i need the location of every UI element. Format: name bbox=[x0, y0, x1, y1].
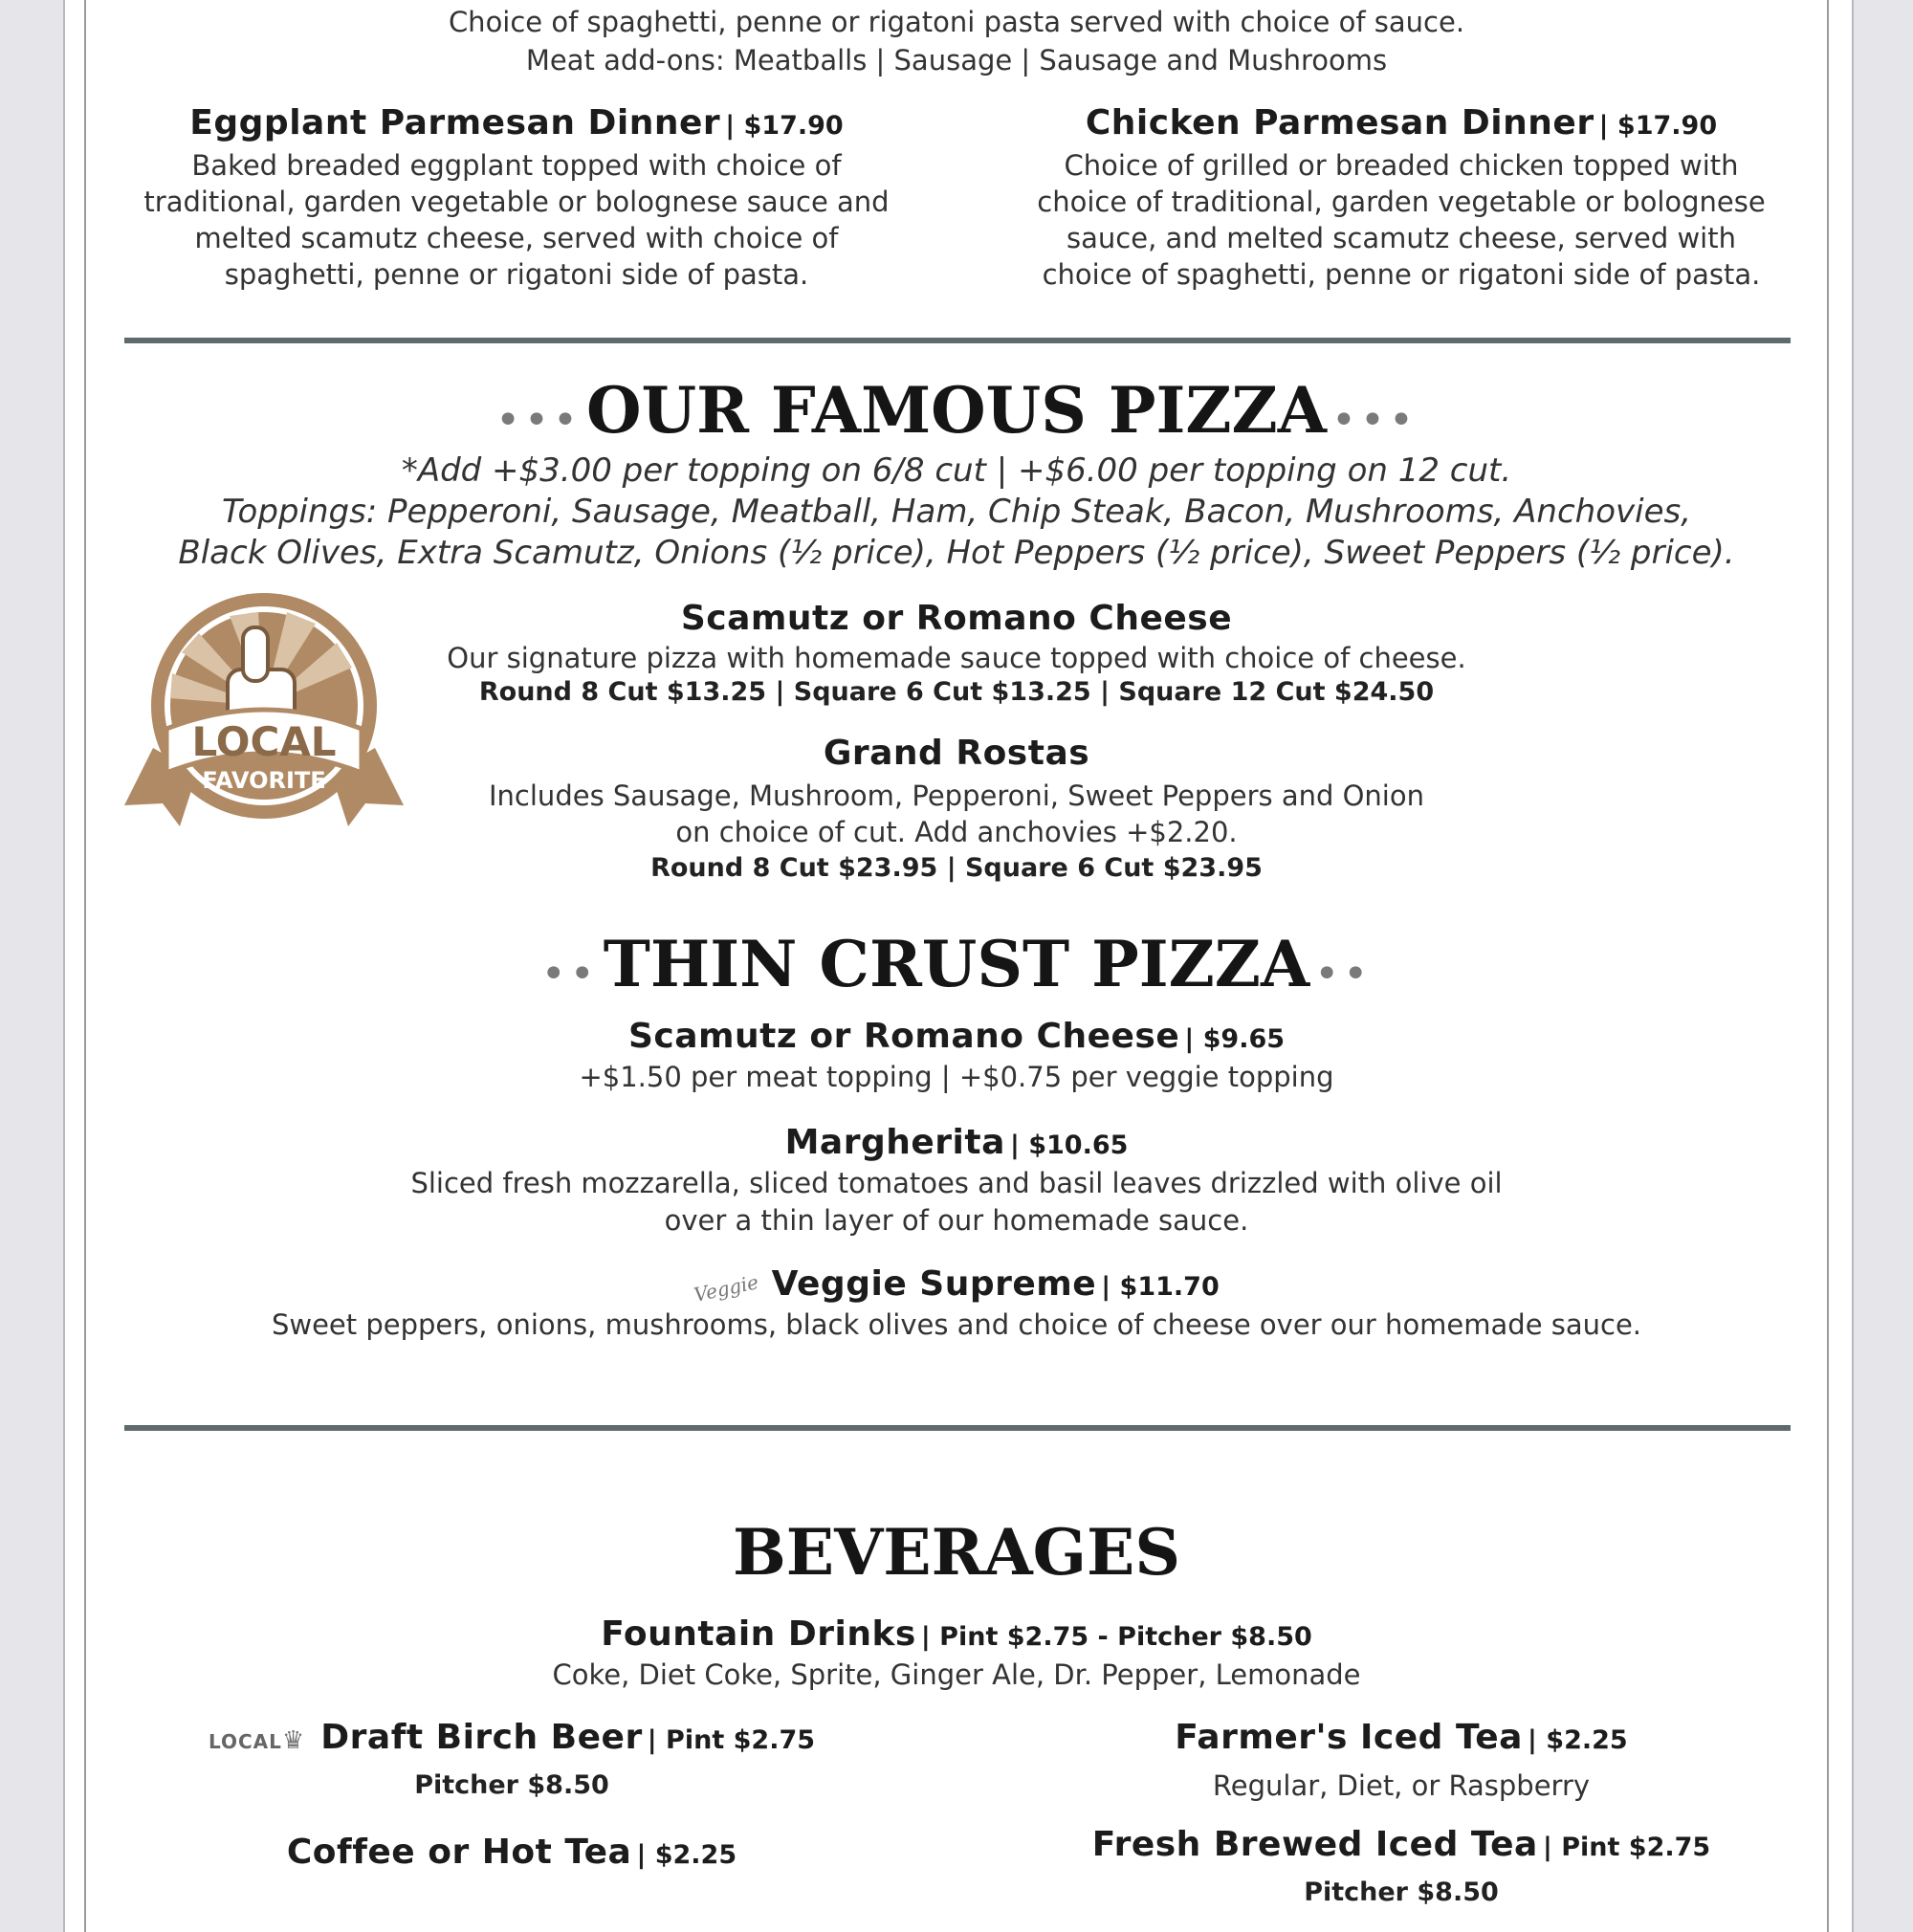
section-title: THIN CRUST PIZZA bbox=[603, 927, 1310, 1001]
fountain-drinks-item bbox=[0, 1614, 1913, 1694]
item-price: | $17.90 bbox=[725, 111, 844, 141]
item-name: Draft Birch Beer bbox=[320, 1718, 643, 1757]
pasta-note-line-2: Meat add-ons: Meatballs | Sausage | Sausage and Mushrooms bbox=[525, 44, 1388, 77]
item-name: Scamutz or Romano Cheese bbox=[627, 1017, 1180, 1056]
dots-ornament: ••• bbox=[1331, 395, 1418, 445]
item-prices: Round 8 Cut $23.95 | Square 6 Cut $23.95 bbox=[650, 853, 1263, 883]
item-desc-line: on choice of cut. Add anchovies +$2.20. bbox=[675, 816, 1238, 848]
coffee-hot-tea-item bbox=[143, 1833, 880, 1880]
dots-ornament: •• bbox=[540, 949, 599, 999]
margherita-item bbox=[0, 1123, 1913, 1240]
item-desc: +$1.50 per meat topping | +$0.75 per veggie topping bbox=[579, 1061, 1334, 1093]
item-name: Fresh Brewed Iced Tea bbox=[1091, 1825, 1538, 1864]
item-price: | $10.65 bbox=[1009, 1131, 1129, 1160]
draft-birch-beer-item bbox=[143, 1718, 880, 1806]
veggie-supreme-item bbox=[0, 1264, 1913, 1344]
grand-rostas-item bbox=[0, 734, 1913, 887]
pasta-note-line-1: Choice of spaghetti, penne or rigatoni pasta served with choice of sauce. bbox=[448, 6, 1465, 38]
veggie-leaf-icon: Veggie bbox=[692, 1270, 761, 1306]
item-price: | $2.25 bbox=[1528, 1725, 1628, 1755]
item-desc: Sweet peppers, onions, mushrooms, black olives and choice of cheese over our homemade sauce. bbox=[271, 1308, 1642, 1341]
famous-scamutz-item bbox=[0, 599, 1913, 710]
eggplant-parmesan-item bbox=[115, 103, 918, 293]
item-desc-line: Sliced fresh mozzarella, sliced tomatoes and basil leaves drizzled with olive oil bbox=[410, 1167, 1503, 1199]
item-price: | $17.90 bbox=[1598, 111, 1718, 141]
item-desc-line: melted scamutz cheese, served with choice of bbox=[194, 222, 839, 254]
item-name: Farmer's Iced Tea bbox=[1175, 1718, 1523, 1757]
dots-ornament: ••• bbox=[495, 395, 582, 445]
item-desc-line: Choice of grilled or breaded chicken topped with bbox=[1064, 149, 1739, 182]
badge-text-local: LOCAL bbox=[191, 718, 337, 765]
item-desc: Coke, Diet Coke, Sprite, Ginger Ale, Dr. Pepper, Lemonade bbox=[552, 1658, 1361, 1691]
item-desc-line: choice of spaghetti, penne or rigatoni side of pasta. bbox=[1042, 258, 1761, 291]
local-crown-icon: LOCAL bbox=[208, 1730, 282, 1753]
badge-text-favorite: FAVORITE bbox=[202, 767, 326, 794]
fresh-brewed-iced-tea-item bbox=[1014, 1825, 1789, 1913]
item-price: | Pint $2.75 bbox=[647, 1725, 816, 1755]
item-name: Coffee or Hot Tea bbox=[286, 1833, 632, 1872]
item-desc-line: Baked breaded eggplant topped with choice of bbox=[191, 149, 842, 182]
item-desc-line: over a thin layer of our homemade sauce. bbox=[664, 1204, 1249, 1237]
item-price-secondary: Pitcher $8.50 bbox=[414, 1770, 609, 1800]
item-price: | $2.25 bbox=[636, 1840, 737, 1870]
toppings-line: Toppings: Pepperoni, Sausage, Meatball, Ham, Chip Steak, Bacon, Mushrooms, Anchovies, bbox=[221, 493, 1692, 531]
item-name: Scamutz or Romano Cheese bbox=[680, 599, 1233, 638]
farmers-iced-tea-item bbox=[1014, 1718, 1789, 1806]
item-desc: Our signature pizza with homemade sauce topped with choice of cheese. bbox=[447, 642, 1466, 674]
item-desc-line: spaghetti, penne or rigatoni side of pasta. bbox=[224, 258, 809, 291]
dots-ornament: •• bbox=[1314, 949, 1373, 999]
thin-crust-heading bbox=[0, 921, 1913, 1007]
beverages-heading: BEVERAGES bbox=[733, 1515, 1180, 1590]
item-price: | Pint $2.75 bbox=[1542, 1833, 1711, 1862]
item-desc: Regular, Diet, or Raspberry bbox=[1212, 1769, 1591, 1802]
item-name: Margherita bbox=[784, 1123, 1005, 1162]
item-name: Eggplant Parmesan Dinner bbox=[189, 103, 721, 143]
item-price-secondary: Pitcher $8.50 bbox=[1304, 1877, 1499, 1907]
pizza-note-line: *Add +$3.00 per topping on 6/8 cut | +$6.00 per topping on 12 cut. bbox=[401, 451, 1512, 490]
item-price: | $11.70 bbox=[1101, 1272, 1220, 1302]
item-desc-line: choice of traditional, garden vegetable or bolognese bbox=[1037, 186, 1766, 218]
thin-scamutz-item bbox=[0, 1017, 1913, 1096]
crown-icon: ♛ bbox=[281, 1726, 305, 1755]
item-name: Grand Rostas bbox=[823, 734, 1090, 773]
famous-pizza-heading bbox=[0, 367, 1913, 453]
item-name: Veggie Supreme bbox=[771, 1264, 1097, 1304]
item-desc-line: Includes Sausage, Mushroom, Pepperoni, Sweet Peppers and Onion bbox=[489, 779, 1424, 812]
item-name: Chicken Parmesan Dinner bbox=[1085, 103, 1594, 143]
item-prices: Round 8 Cut $13.25 | Square 6 Cut $13.25 | Square 12 Cut $24.50 bbox=[478, 677, 1435, 707]
item-price: | $9.65 bbox=[1184, 1024, 1286, 1054]
item-desc-line: sauce, and melted scamutz cheese, served with bbox=[1066, 222, 1736, 254]
section-divider bbox=[124, 338, 1791, 343]
chicken-parmesan-item bbox=[995, 103, 1808, 293]
item-price: | Pint $2.75 - Pitcher $8.50 bbox=[920, 1622, 1312, 1652]
toppings-line: Black Olives, Extra Scamutz, Onions (½ price), Hot Peppers (½ price), Sweet Peppers (½ price). bbox=[178, 534, 1735, 572]
item-desc-line: traditional, garden vegetable or bolognese sauce and bbox=[143, 186, 890, 218]
item-name: Fountain Drinks bbox=[601, 1614, 916, 1654]
section-title: OUR FAMOUS PIZZA bbox=[586, 373, 1327, 448]
section-divider bbox=[124, 1425, 1791, 1431]
